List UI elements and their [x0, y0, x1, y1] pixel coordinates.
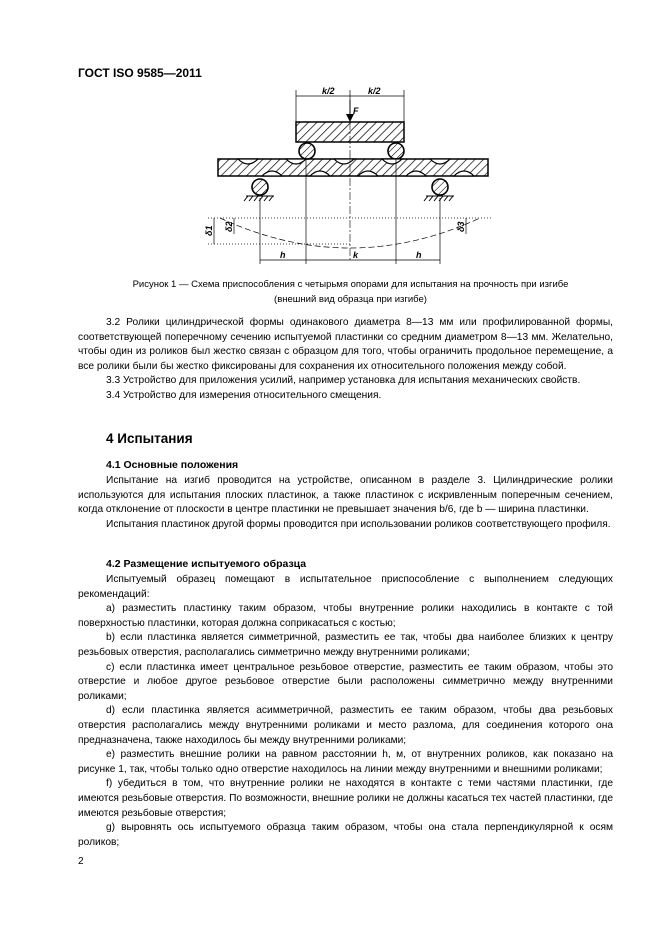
label-k: k — [353, 250, 359, 260]
deflection-marks — [204, 218, 466, 244]
figure-caption — [78, 277, 623, 307]
list-item-g: g) выровнять ось испытуемого образца таким образом, чтобы она стала перпендикулярной к осям роликов; — [78, 822, 613, 848]
label-delta2: δ2 — [224, 221, 234, 232]
section4-1-title: 4.1 Основные положения — [106, 459, 239, 471]
force-arrow — [346, 100, 359, 122]
paragraph-4-2-intro: Испытуемый образец помещают в испытательное приспособление с выполнением следующих рекомендаций: — [78, 574, 613, 600]
support-right — [424, 196, 454, 201]
label-h-right: h — [416, 250, 422, 260]
paragraph-3-2: 3.2 Ролики цилиндрической формы одинакового диаметра 8—13 мм или профилированной формы, соответствующей поперечному сечению испытуемой пластинки со средним диаметром 8—13 мм. Желательно, чтобы один из роликов был жестко связан с образцом для того, чтобы ограничить продольное перемещение, а все ролики были бы жестко фиксированы для сохранения их относительного положения между собой. — [78, 317, 613, 372]
list-item-a: a) разместить пластинку таким образом, чтобы внутренние ролики находились в контакте с той поверхностью пластинки, которая должна соприкасаться с костью; — [78, 603, 613, 629]
paragraph-3-4: 3.4 Устройство для измерения относительного смещения. — [106, 389, 382, 401]
outer-roller-right — [432, 179, 448, 195]
list-item-e: e) разместить внешние ролики на равном расстоянии h, м, от внутренних роликов, как показано на рисунке 1, так, чтобы только одно отверстие находилось на линии между внутренними и внешними роликами; — [78, 749, 613, 775]
paragraph-4-1-a: Испытание на изгиб проводится на устройстве, описанном в разделе 3. Цилиндрические ролики используются для испытания плоских пластинок, а также пластинок с искривленным поперечным сечением, когда отклонение от плоскости в центре пластинки не превышает значения b/6, где b — ширина пластинки. — [78, 475, 613, 516]
list-item-d: d) если пластинка является асимметричной, разместить ее таким образом, чтобы два резьбовых отверстия располагались между внутренними роликами и место разлома, для соединения которого она предназначена, также находилось бы между внутренними роликами; — [78, 705, 613, 746]
document-header: ГОСТ ISO 9585—2011 — [78, 66, 202, 80]
outer-roller-left — [252, 179, 268, 195]
figure-caption-line2: (внешний вид образца при изгибе) — [274, 294, 427, 305]
figure-caption-line1: Рисунок 1 — Схема приспособления с четырьмя опорами для испытания на прочность при изгибе — [132, 279, 569, 290]
page-number: 2 — [78, 856, 84, 867]
section3-text — [78, 316, 613, 404]
section4-title: 4 Испытания — [106, 431, 193, 446]
label-k-half-left: k/2 — [322, 86, 335, 96]
inner-roller-right — [388, 143, 404, 159]
section4-2-text — [78, 573, 613, 850]
paragraph-3-3: 3.3 Устройство для приложения усилий, например установка для испытания механических свойств. — [106, 375, 581, 387]
label-delta1: δ1 — [204, 225, 214, 236]
label-k-half-right: k/2 — [368, 86, 381, 96]
bending-test-diagram — [200, 86, 500, 276]
label-force: F — [353, 106, 359, 116]
paragraph-4-1-b: Испытания пластинок другой формы проводится при использовании роликов соответствующего профиля. — [106, 518, 611, 530]
list-item-f: f) убедиться в том, что внутренние ролики не находятся в контакте с теми частями пластинки, где имеются резьбовые отверстия. По возможности, внешние ролики не должны касаться тех частей пластинки, где имеются резьбовые отверстия; — [78, 778, 613, 819]
label-h-left: h — [280, 250, 286, 260]
section4-1-text — [78, 474, 613, 532]
label-delta3: δ3 — [456, 221, 466, 232]
section4-2-title: 4.2 Размещение испытуемого образца — [106, 558, 307, 570]
inner-roller-left — [299, 143, 315, 159]
support-left — [244, 196, 274, 201]
test-plate — [218, 159, 488, 176]
list-item-b: b) если пластинка является симметричной, разместить ее так, чтобы два наиболее близких к центру резьбовых отверстия, располагались симметрично между внутренними роликами; — [78, 632, 613, 658]
list-item-c: c) если пластинка имеет центральное резьбовое отверстие, разместить ее таким образом, чтобы это отверстие и любое другое резьбовое отверстие были расположены симметрично между внутренними роликами; — [78, 661, 613, 702]
